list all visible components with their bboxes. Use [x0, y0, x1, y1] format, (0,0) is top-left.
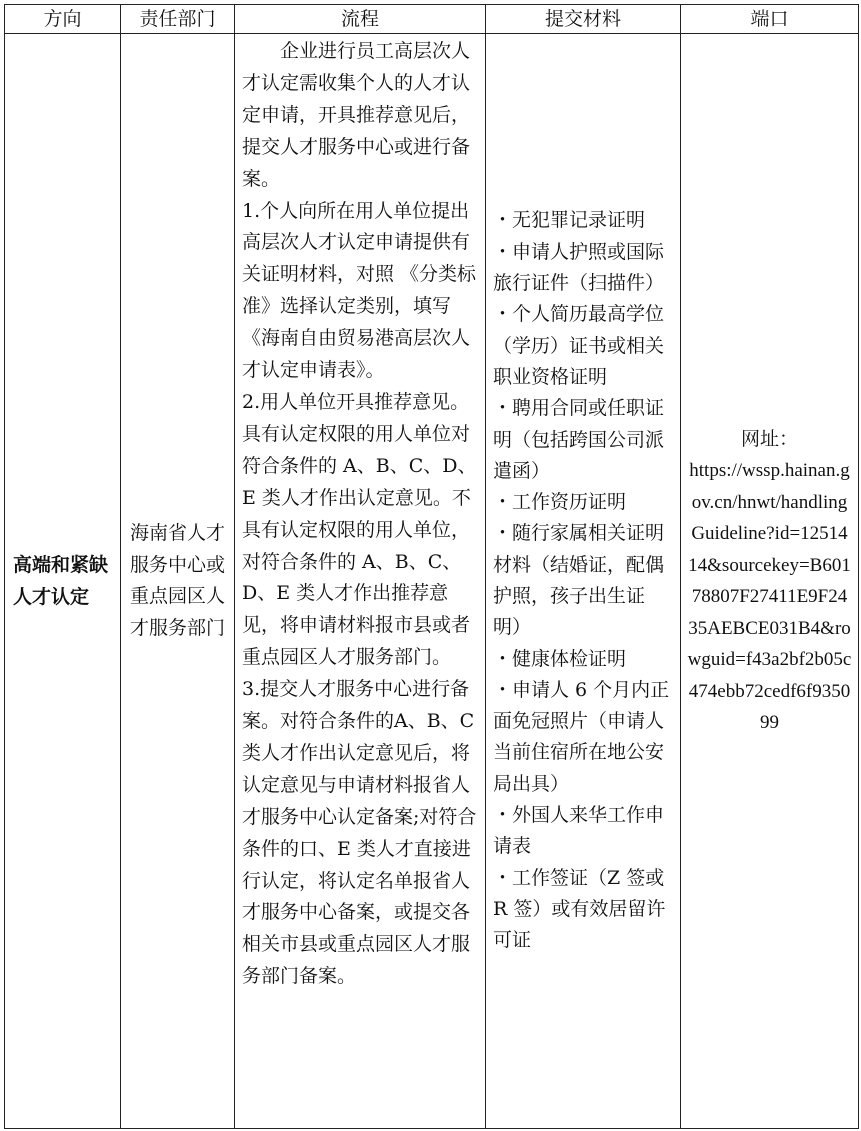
material-item: ・个人简历最高学位（学历）证书或相关职业资格证明	[493, 303, 665, 388]
port-label: 网址：	[740, 427, 798, 450]
port-url-link[interactable]: https://wssp.hainan.gov.cn/hnwt/handlingGuideline?id=1251414&sourcekey=B60178807F27411E9F2435AEBCE031B4&rowguid=f43a2bf2b05c474ebb72cedf6f935099	[687, 460, 852, 733]
process-step-2: 2.用人单位开具推荐意见。具有认定权限的用人单位对符合条件的 A、B、C、D、E 类人才作出认定意见。不具有认定权限的用人单位，对符合条件的 A、B、C、D、E 类人才作出推荐意见，将申请材料报市县或者重点园区人才服务部门。	[242, 390, 477, 669]
process-intro: 企业进行员工高层次人才认定需收集个人的人才认定申请，开具推荐意见后，提交人才服务中心或进行备案。	[242, 40, 471, 190]
material-item: ・健康体检证明	[493, 647, 627, 670]
table-row	[5, 34, 859, 1129]
material-item: ・无犯罪记录证明	[493, 209, 646, 232]
materials-list	[493, 205, 672, 956]
material-item: ・申请人 6 个月内正面免冠照片（申请人当前住宿所在地公安局出具）	[493, 678, 670, 795]
cell-port	[681, 34, 859, 1129]
material-item: ・聘用合同或任职证明（包括跨国公司派遣函）	[493, 397, 665, 482]
header-department: 责任部门	[121, 5, 235, 34]
process-step-3: 3.提交人才服务中心进行备案。对符合条件的A、B、C 类人才作出认定意见后，将认定意见与申请材料报省人才服务中心认定备案;对符合条件的口、E 类人才直接进行认定，将认定名单报省人才服务中心备案，或提交各相关市县或重点园区人才服务部门备案。	[242, 678, 477, 988]
cell-department: 海南省人才服务中心或重点园区人才服务部门	[121, 34, 235, 1129]
header-materials: 提交材料	[486, 5, 681, 34]
header-port: 端口	[681, 5, 859, 34]
process-step-1: 1.个人向所在用人单位提出高层次人才认定申请提供有关证明材料，对照 《分类标准》选择认定类别，填写《海南自由贸易港高层次人才认定申请表》。	[242, 199, 477, 382]
header-row	[5, 5, 859, 34]
header-process: 流程	[235, 5, 486, 34]
talent-table	[4, 4, 859, 1129]
cell-process	[235, 34, 486, 1129]
cell-direction: 高端和紧缺人才认定	[5, 34, 121, 1129]
header-direction: 方向	[5, 5, 121, 34]
material-item: ・随行家属相关证明材料（结婚证，配偶护照，孩子出生证明）	[493, 522, 665, 639]
material-item: ・工作签证（Z 签或 R 签）或有效居留许可证	[493, 866, 666, 952]
cell-materials	[486, 34, 681, 1129]
material-item: ・外国人来华工作申请表	[493, 804, 665, 858]
material-item: ・工作资历证明	[493, 491, 627, 514]
material-item: ・申请人护照或国际旅行证件（扫描件）	[493, 240, 665, 295]
